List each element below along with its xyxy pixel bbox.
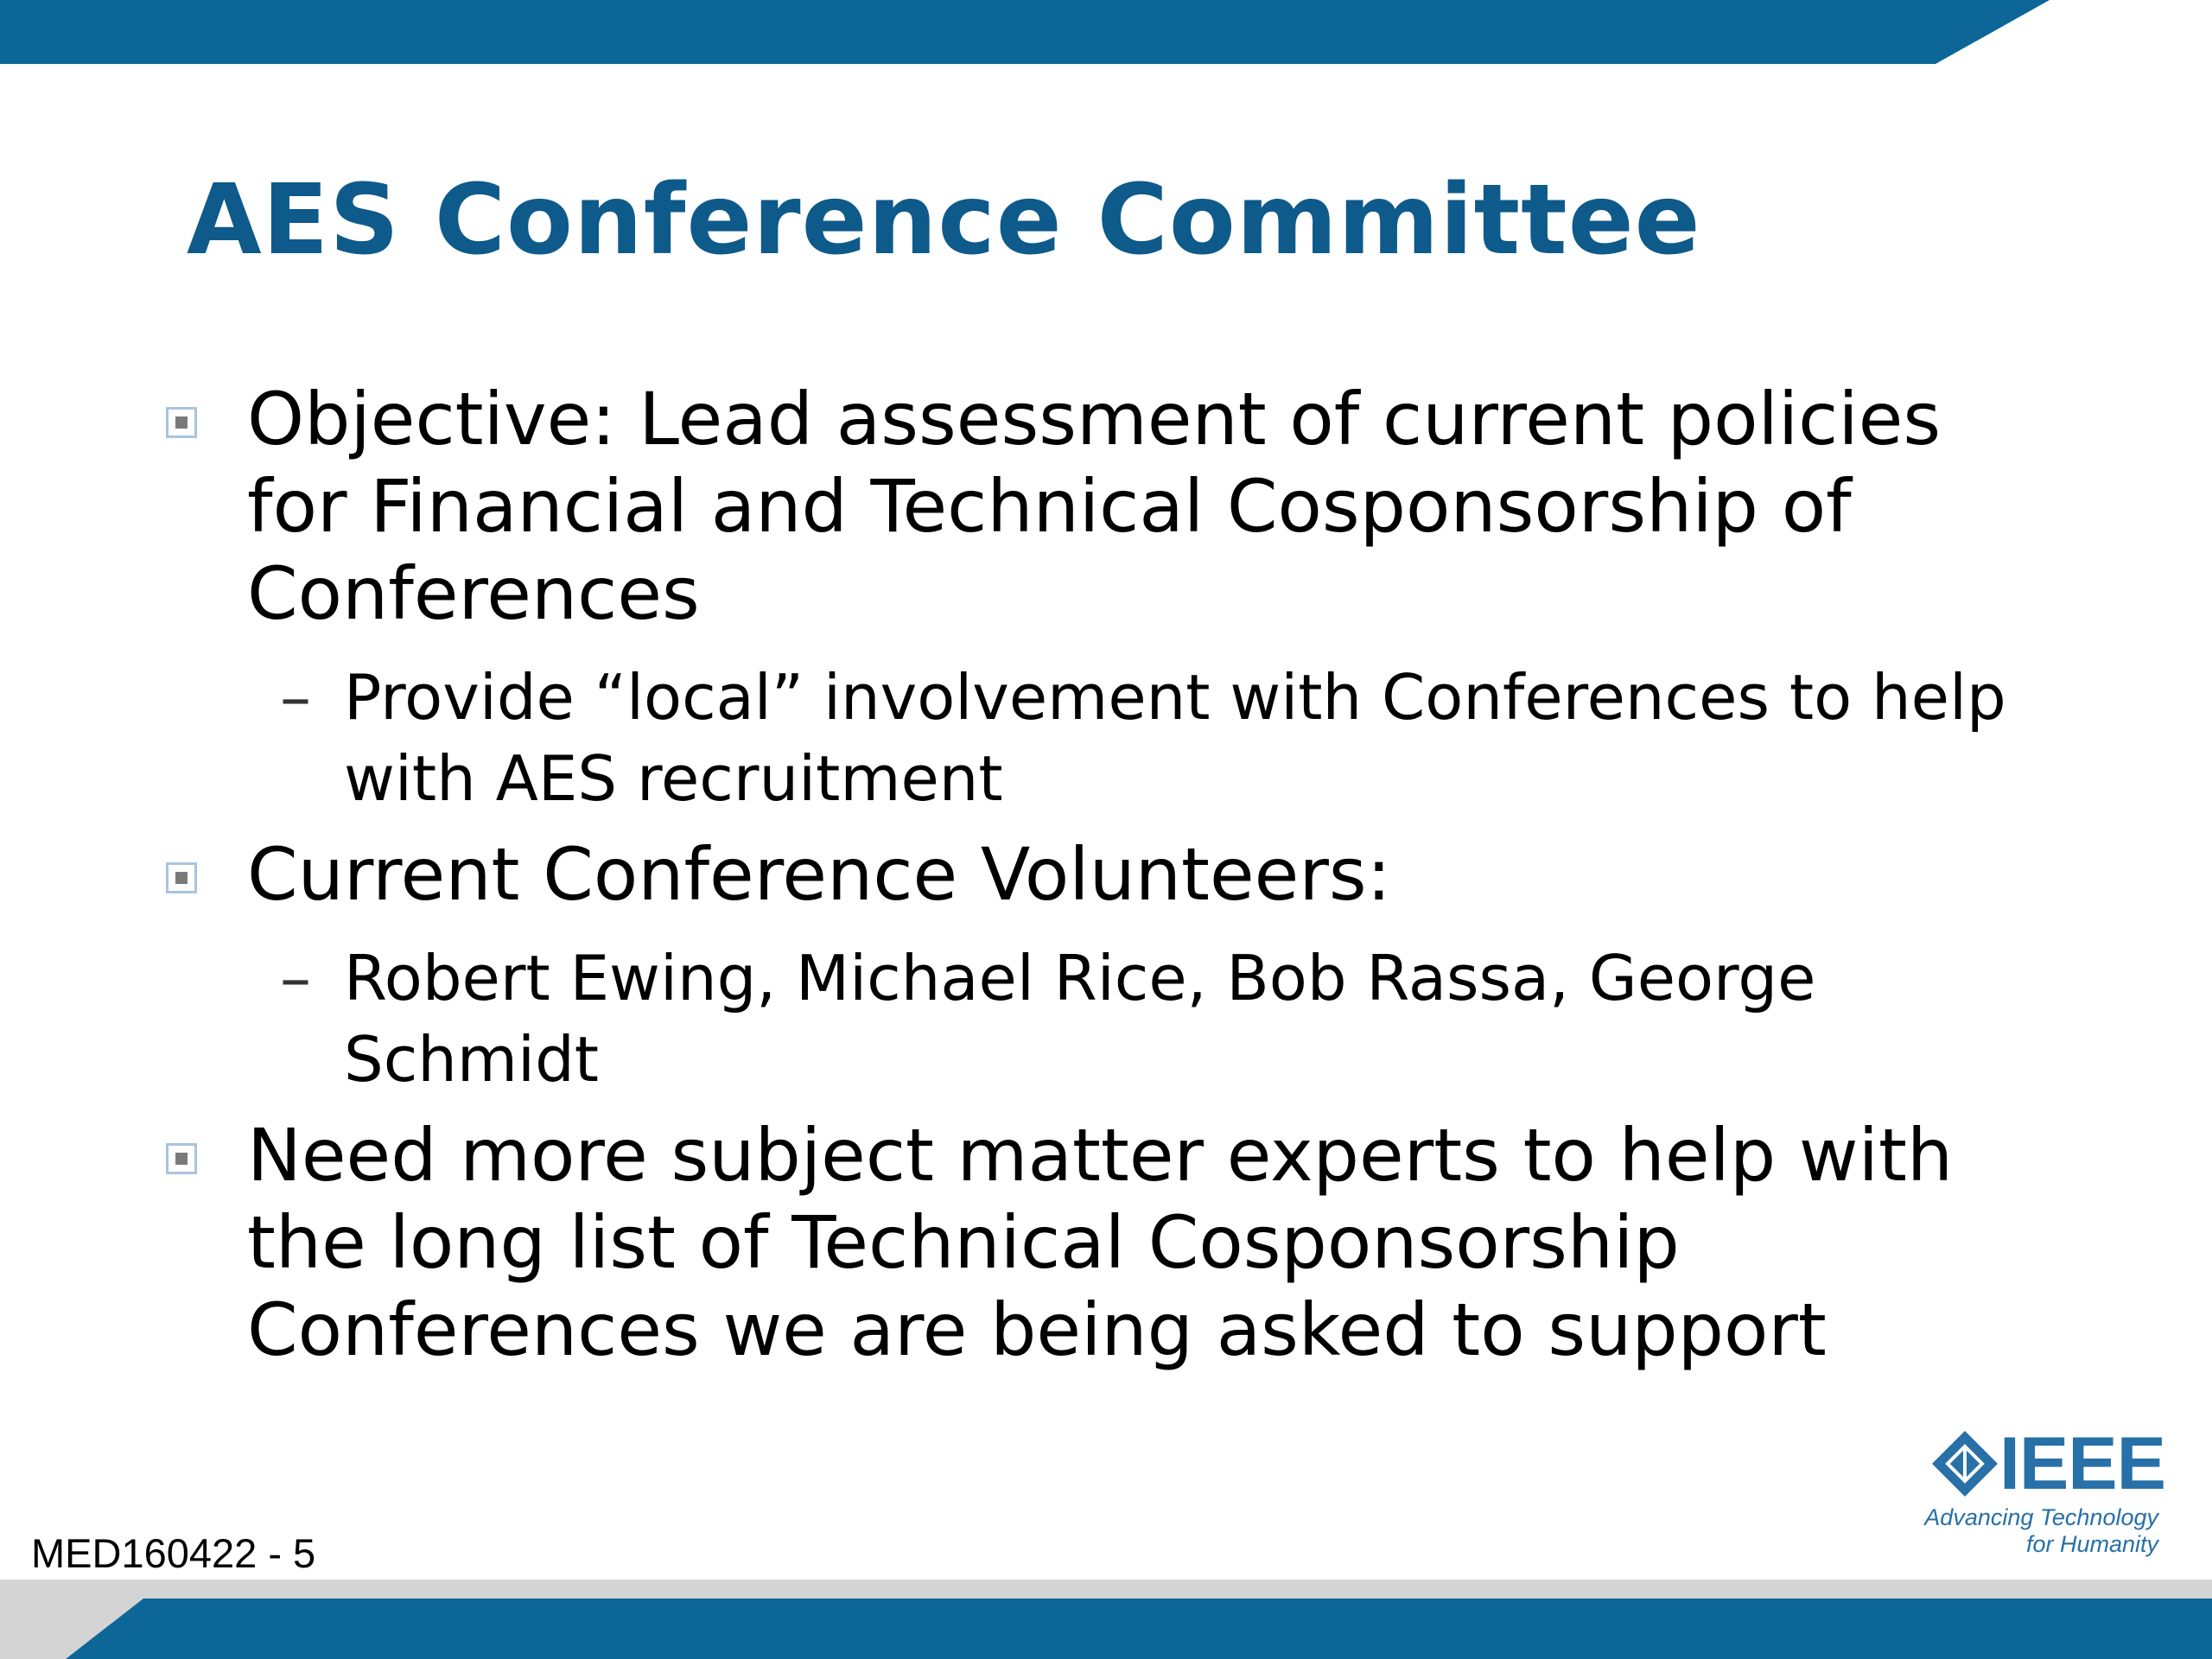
bullet-square-icon <box>166 1143 197 1174</box>
sub-bullet-item <box>161 657 2044 819</box>
sub-bullet-text: Robert Ewing, Michael Rice, Bob Rassa, George Schmidt <box>344 942 1816 1096</box>
top-banner <box>0 0 2212 69</box>
ieee-wordmark: IEEE <box>1999 1422 2165 1505</box>
logo-tagline-line1: Advancing Technology <box>1924 1504 2158 1530</box>
dash-marker: – <box>280 942 311 1014</box>
bullet-list <box>161 376 2044 1374</box>
sub-bullet-item <box>161 938 2044 1100</box>
footer-slide-code: MED160422 - 5 <box>31 1530 316 1576</box>
bottom-banner-bar <box>66 1599 2212 1659</box>
bullet-square-icon <box>166 407 197 438</box>
bullet-item <box>161 1112 2044 1374</box>
dash-marker: – <box>280 661 311 734</box>
slide-title: AES Conference Committee <box>187 164 1701 276</box>
bullet-text: Need more subject matter experts to help with the long list of Technical Cosponsorship Conferences we are being asked to support <box>247 1113 1954 1372</box>
logo-tagline-line2: for Humanity <box>2025 1531 2158 1557</box>
bullet-text: Current Conference Volunteers: <box>247 832 1391 917</box>
bullet-item <box>161 831 2044 918</box>
sub-bullet-text: Provide “local” involvement with Conferences to help with AES recruitment <box>344 661 2006 815</box>
bullet-square-icon <box>166 862 197 893</box>
bullet-item <box>161 376 2044 638</box>
ieee-diamond-icon <box>1929 1427 2001 1500</box>
bottom-banner <box>0 1573 2212 1659</box>
ieee-logo <box>1924 1422 2171 1566</box>
top-banner-bar <box>0 0 2050 64</box>
bullet-text: Objective: Lead assessment of current policies for Financial and Technical Cosponsorship of Conferences <box>247 377 1942 636</box>
